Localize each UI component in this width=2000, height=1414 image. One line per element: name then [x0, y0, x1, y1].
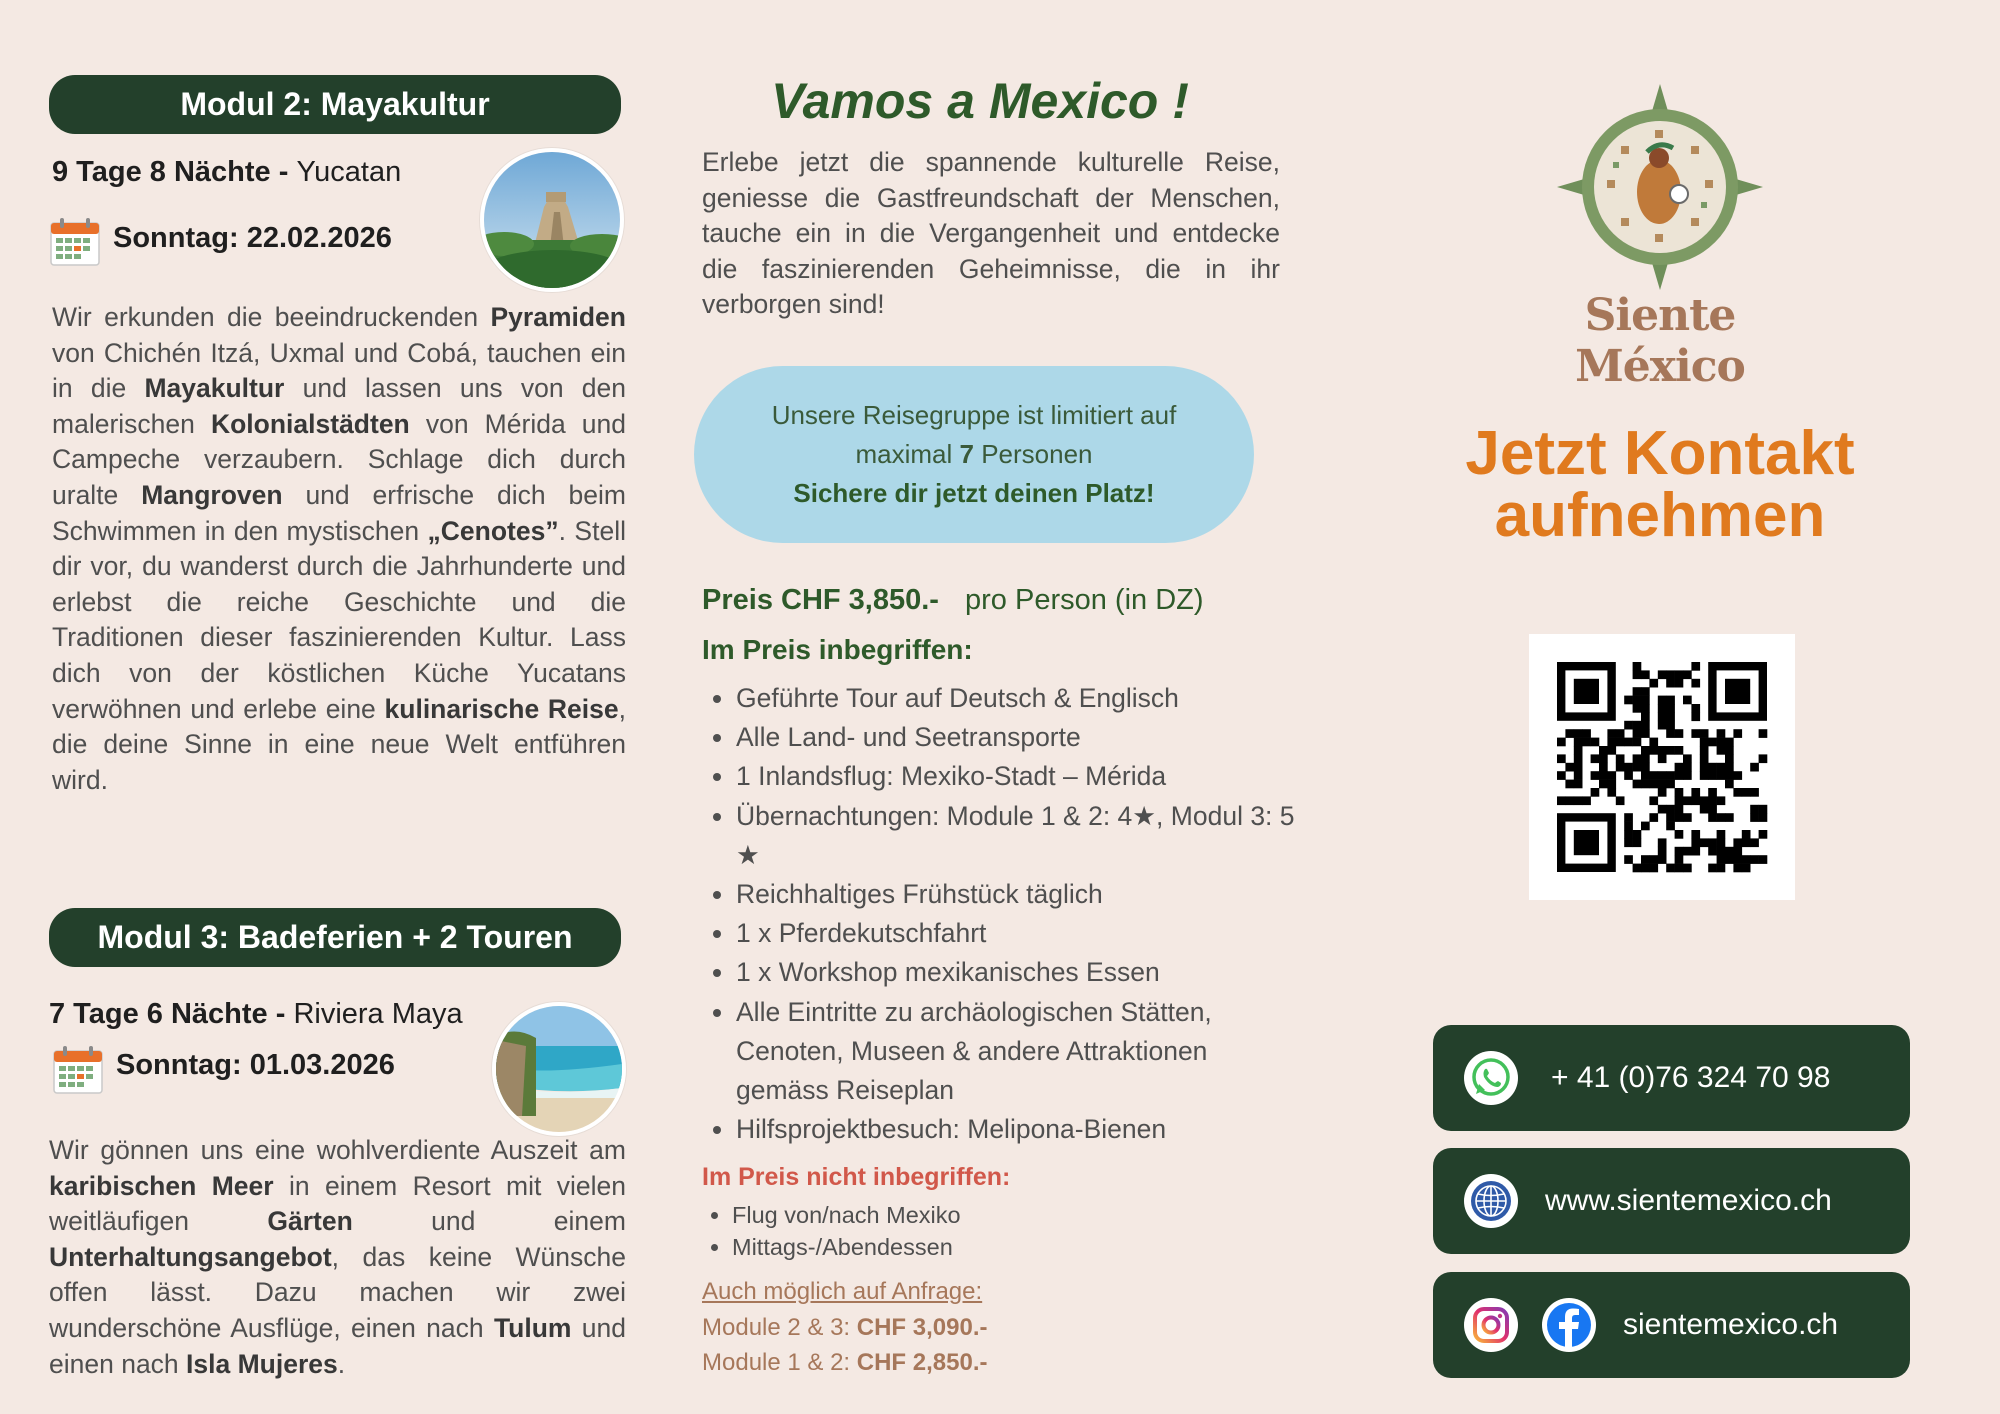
not-included-item: • Flug von/nach Mexiko: [732, 1199, 1252, 1231]
module3-highlight: karibischen Meer: [49, 1170, 274, 1201]
price-suffix: pro Person (in DZ): [965, 584, 1204, 616]
price-line: [702, 584, 1204, 617]
module3-highlight: Isla Mujeres: [186, 1348, 338, 1379]
module3-text-run: , das keine Wünsche offen lässt. Dazu machen wir zwei wunderschöne Ausflüge, einen nach: [49, 1241, 626, 1343]
module2-text-run: und lassen uns von den malerischen: [52, 373, 626, 439]
not-included-item: • Mittags-/Abendessen: [732, 1231, 1252, 1263]
included-list: [702, 679, 1296, 1149]
website-url: www.sientemexico.ch: [1545, 1184, 1832, 1217]
module3-highlight: Unterhaltungsangebot: [49, 1241, 332, 1272]
not-included-list: [702, 1199, 1252, 1263]
module3-text-run: Wir gönnen uns eine wohlverdiente Auszeit am: [49, 1135, 626, 1165]
module3-text-run: in einem Resort mit vielen weitläufigen: [49, 1170, 626, 1237]
module2-region: Yucatan: [296, 156, 402, 188]
module2-title-banner: [49, 75, 621, 134]
module2-highlight: Mangroven: [141, 479, 283, 510]
module2-highlight: Mayakultur: [144, 373, 285, 404]
qr-code[interactable]: [1529, 634, 1795, 900]
instagram-icon[interactable]: [1463, 1297, 1519, 1353]
beach-photo: [492, 1002, 626, 1136]
group-limit-bubble: [694, 366, 1254, 543]
included-item: • Übernachtungen: Module 1 & 2: 4★, Modul 3: 5 ★: [736, 797, 1296, 875]
module2-duration-label: 9 Tage 8 Nächte -: [52, 156, 297, 188]
globe-icon: [1463, 1173, 1519, 1229]
website-contact[interactable]: [1433, 1148, 1910, 1254]
intro-text: Erlebe jetzt die spannende kulturelle Reise, geniesse die Gastfreundschaft der Menschen, tauche ein in die Vergangenheit und entdecke die faszinierenden Geheimnisse, die in ihr verborgen sind!: [702, 147, 1280, 320]
pyramid-photo: [480, 148, 624, 292]
module2-text-run: von Chichén Itzá, Uxmal und Cobá, tauchen ein in die: [52, 337, 626, 404]
module3-duration: [49, 998, 463, 1031]
phone-number: + 41 (0)76 324 70 98: [1551, 1061, 1831, 1094]
brand-name: Siente México: [1575, 290, 1745, 392]
module2-description: [52, 300, 626, 798]
module2-text-run: von Mérida und Campeche verzaubern. Schlage dich durch uralte: [52, 408, 627, 510]
module2-text-run: und erfrische dich beim Schwimmen in den mystischen: [52, 479, 626, 546]
cta-line-2: aufnehmen: [1494, 481, 1826, 550]
phone-contact[interactable]: [1433, 1025, 1910, 1131]
main-heading: Vamos a Mexico !: [771, 73, 1189, 129]
included-heading: Im Preis inbegriffen:: [702, 634, 973, 665]
whatsapp-icon: [1463, 1050, 1519, 1106]
social-contact[interactable]: [1433, 1272, 1910, 1378]
price-label: Preis CHF 3,850.-: [702, 584, 939, 616]
module2-highlight: „Cenotes”: [427, 515, 559, 546]
module2-duration: [52, 156, 401, 189]
cta-line-1: Jetzt Kontakt: [1465, 419, 1855, 488]
module2-text-run: . Stell dir vor, du wanderst durch die Jahrhunderte und erlebst die reiche Geschichte und die Traditionen dieser faszinierenden Kultur. Lass dich von der köstlichen Küche Yucatans verwöhnen und erlebe eine: [52, 515, 626, 724]
module3-text-run: und einen nach: [49, 1312, 626, 1379]
module3-highlight: Tulum: [493, 1312, 572, 1343]
bubble-cta: Sichere dir jetzt deinen Platz!: [793, 478, 1155, 508]
siente-mexico-logo-emblem: [1555, 82, 1765, 292]
module2-highlight: Pyramiden: [490, 302, 626, 332]
included-item: • 1 x Workshop mexikanisches Essen: [736, 953, 1296, 992]
module2-title: Modul 2: Mayakultur: [180, 86, 490, 122]
request-option-2: Module 1 & 2: CHF 2,850.-: [702, 1349, 988, 1376]
module3-region: Riviera Maya: [293, 998, 463, 1030]
included-item: • Reichhaltiges Frühstück täglich: [736, 875, 1296, 914]
included-item: • Alle Eintritte zu archäologischen Stätten, Cenoten, Museen & andere Attraktionen gemäss Reiseplan: [736, 993, 1296, 1111]
module3-date: Sonntag: 01.03.2026: [116, 1049, 395, 1081]
calendar-icon: [49, 217, 101, 267]
included-item: • 1 Inlandsflug: Mexiko-Stadt – Mérida: [736, 757, 1296, 796]
included-item: • Alle Land- und Seetransporte: [736, 718, 1296, 757]
module2-date: Sonntag: 22.02.2026: [113, 222, 392, 254]
module2-highlight: kulinarische Reise: [384, 693, 619, 724]
module3-text-run: .: [337, 1348, 346, 1379]
request-option-1: Module 2 & 3: CHF 3,090.-: [702, 1314, 988, 1341]
module3-text-run: und einem: [352, 1206, 626, 1237]
module2-highlight: Kolonialstädten: [210, 408, 410, 439]
module2-text-run: Wir erkunden die beeindruckenden: [52, 302, 491, 332]
social-handle: sientemexico.ch: [1623, 1308, 1839, 1341]
bubble-line-2: maximal 7 Personen: [855, 439, 1093, 469]
module3-highlight: Gärten: [267, 1206, 353, 1237]
calendar-icon: [52, 1045, 104, 1095]
module2-text-run: , die deine Sinne in eine neue Welt entführen wird.: [52, 693, 626, 795]
request-heading: Auch möglich auf Anfrage:: [702, 1278, 983, 1305]
included-item: • Geführte Tour auf Deutsch & Englisch: [736, 679, 1296, 718]
module3-title-banner: [49, 908, 621, 967]
module3-title: Modul 3: Badeferien + 2 Touren: [97, 919, 573, 955]
facebook-icon[interactable]: [1541, 1297, 1597, 1353]
contact-cta-heading: [1400, 419, 1920, 550]
bubble-line-1: Unsere Reisegruppe ist limitiert auf: [771, 400, 1177, 430]
included-item: • Hilfsprojektbesuch: Melipona-Bienen: [736, 1110, 1296, 1149]
not-included-heading: Im Preis nicht inbegriffen:: [702, 1163, 1011, 1191]
module3-duration-label: 7 Tage 6 Nächte -: [49, 998, 294, 1030]
module3-description: [49, 1133, 626, 1382]
included-item: • 1 x Pferdekutschfahrt: [736, 914, 1296, 953]
